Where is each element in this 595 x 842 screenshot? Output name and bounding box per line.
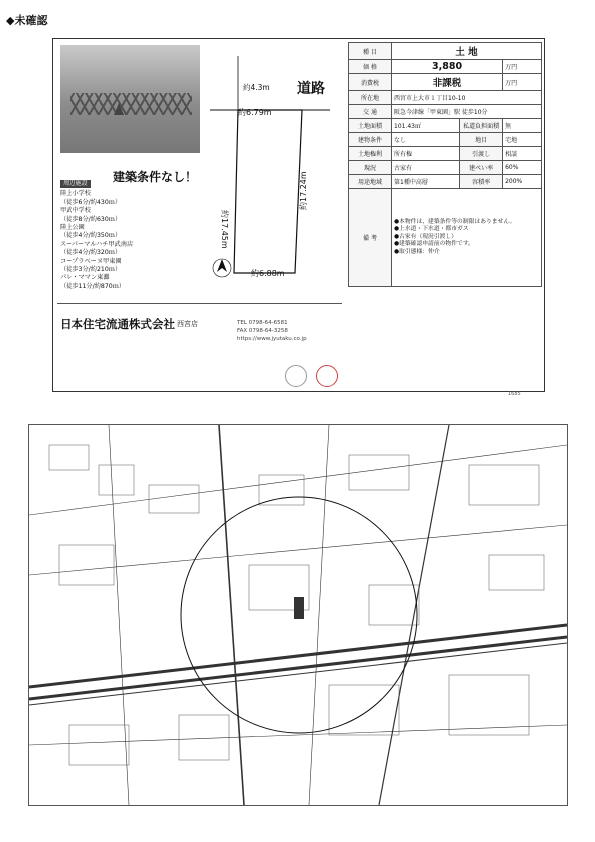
nearby-item: （徒歩6分/約430ｍ）	[60, 198, 122, 206]
left-side-label: 約17.45m	[220, 210, 229, 249]
row-key: 用途地域	[349, 175, 392, 189]
map-graphic	[29, 425, 567, 805]
nearby-item: 陸上小学校	[60, 190, 91, 198]
company-fax: FAX 0798-64-3258	[237, 328, 288, 334]
row-value: 無	[503, 119, 542, 133]
frontage-label: 約4.3m	[243, 83, 270, 92]
remark-line: ●本物件は、建築条件等の制限はありません。	[394, 218, 516, 225]
company-block	[57, 303, 342, 356]
row-key: 建ぺい率	[460, 161, 503, 175]
row-key: 私道負担面積	[460, 119, 503, 133]
address-value: 西宮市上大市１丁目10-10	[392, 91, 542, 105]
bottom-width-label: 約6.88m	[251, 269, 285, 278]
price-label: 価 格	[349, 60, 392, 74]
row-key: 建物条件	[349, 133, 392, 147]
upper-width-label: 約6.79m	[238, 108, 272, 117]
nearby-item: （徒歩11分/約870ｍ）	[60, 282, 126, 290]
row-key: 地目	[460, 133, 503, 147]
price-unit: 万円	[503, 60, 542, 74]
nearby-heading: 周辺施設	[60, 180, 91, 188]
company-name: 日本住宅流通株式会社	[60, 317, 175, 331]
row-value: 相談	[503, 147, 542, 161]
row-value: 所有権	[392, 147, 460, 161]
row-value: 宅地	[503, 133, 542, 147]
nearby-item: 甲武中学校	[60, 207, 91, 215]
row-value: 200%	[503, 175, 542, 189]
row-value: なし	[392, 133, 460, 147]
info-row	[349, 161, 542, 175]
row-key: 容積率	[460, 175, 503, 189]
company-url[interactable]: https://www.jyutaku.co.jp	[237, 336, 307, 342]
area-map	[28, 424, 568, 806]
remark-line: ●取引態様：仲介	[394, 248, 440, 255]
nearby-item: （徒歩8分/約630ｍ）	[60, 215, 122, 223]
nearby-item: コープラベーヌ甲東園	[60, 257, 122, 265]
nearby-item: （徒歩4分/約350ｍ）	[60, 232, 122, 240]
tax-label: 消費税	[349, 74, 392, 91]
tax-value: 非課税	[392, 74, 503, 91]
address-label: 所在地	[349, 91, 392, 105]
nearby-item: パレ・ママン東灘	[60, 274, 110, 282]
status-mark: ◆未確認	[6, 14, 48, 27]
info-row	[349, 147, 542, 161]
row-value: 古家有	[392, 161, 460, 175]
property-info-table	[348, 42, 542, 287]
right-side-label: 約17.24m	[299, 171, 308, 210]
road-label: 道路	[297, 81, 325, 97]
company-tel: TEL 0798-64-6581	[237, 320, 288, 326]
seal-stamp	[316, 365, 338, 387]
remark-line: ●建築確認申請前の物件です。	[394, 241, 474, 248]
fence-graphic	[70, 93, 192, 115]
info-row	[349, 133, 542, 147]
nearby-item: （徒歩4分/約320ｍ）	[60, 249, 122, 257]
category-label: 種 目	[349, 43, 392, 60]
info-row	[349, 119, 542, 133]
row-key: 土地権利	[349, 147, 392, 161]
remark-line: ●上水道・下水道・都市ガス	[394, 226, 469, 233]
remarks	[392, 189, 542, 287]
row-key: 引渡し	[460, 147, 503, 161]
nearby-item: スーパーマルハチ甲武南店	[60, 240, 134, 248]
nearby-item: （徒歩3分/約210ｍ）	[60, 266, 122, 274]
company-branch: 西宮店	[177, 320, 198, 328]
traffic-cone-graphic	[114, 103, 124, 115]
row-value: 第1種中高層	[392, 175, 460, 189]
nearby-facilities	[60, 180, 170, 291]
tax-unit: 万円	[503, 74, 542, 91]
property-marker	[294, 597, 304, 619]
transport-label: 交 通	[349, 105, 392, 119]
row-value: 101.43㎡	[392, 119, 460, 133]
row-key: 土地面積	[349, 119, 392, 133]
transport-value: 阪急今津線「甲東園」駅 徒歩10分	[392, 105, 542, 119]
remark-line: ●古家有（現況引渡し）	[394, 233, 458, 240]
nearby-item: 陸上公園	[60, 224, 85, 232]
catchphrase: 建築条件なし！	[113, 170, 198, 184]
price-value: 3,880	[392, 60, 503, 74]
remarks-label: 備 考	[349, 189, 392, 287]
info-row	[349, 175, 542, 189]
category-value: 土 地	[392, 43, 542, 60]
sheet-code: 1685	[508, 391, 521, 397]
seal-stamp	[285, 365, 307, 387]
row-value: 60%	[503, 161, 542, 175]
row-key: 現況	[349, 161, 392, 175]
site-photo	[60, 45, 200, 153]
